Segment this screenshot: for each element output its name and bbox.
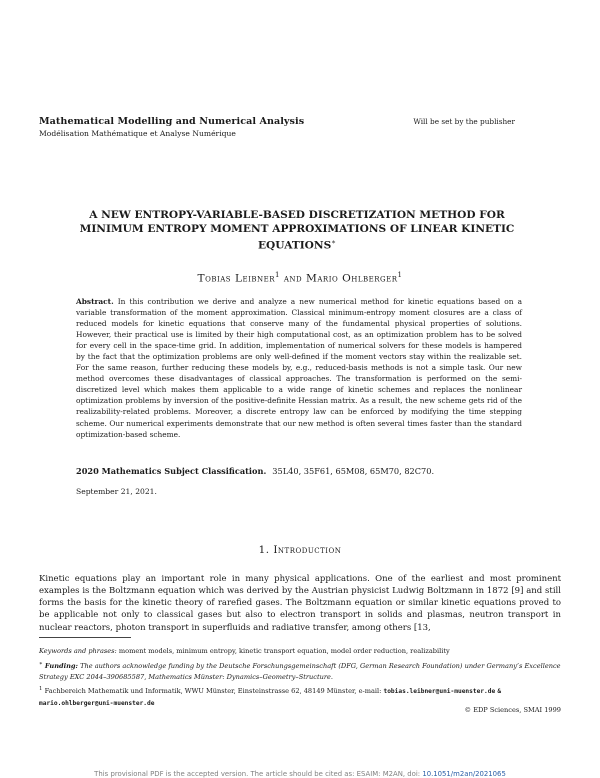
publisher-note: Will be set by the publisher [413, 117, 515, 126]
msc-classification [76, 466, 434, 476]
author-separator: and [283, 272, 303, 285]
paper-date: September 21, 2021. [76, 487, 157, 496]
copyright-notice: © EDP Sciences, SMAI 1999 [464, 706, 561, 714]
author-affiliation-mark: 1 [397, 271, 403, 279]
doi-link[interactable]: 10.1051/m2an/2021065 [422, 770, 506, 778]
footnotes [39, 646, 561, 712]
author-name: Tobias Leibner [197, 272, 276, 285]
author-list [0, 271, 600, 285]
author-name: Mario Ohlberger [306, 272, 398, 285]
email-link-leibner[interactable]: tobias.leibner@uni-muenster.de [383, 688, 496, 696]
funding-text: The authors acknowledge funding by the Deutsche Forschungsgemeinschaft (DFG, German Research Foundation) under Germany’s Excellence Strategy EXC 2044–390685587, Mathematics Münster: Dynamics–Geometry–Structure. [39, 662, 561, 681]
provisional-notice [0, 770, 600, 778]
title-footnote-mark: ∗ [331, 238, 337, 247]
section-heading [0, 544, 600, 556]
journal-subtitle: Modélisation Mathématique et Analyse Numérique [39, 129, 236, 138]
email-link-ohlberger[interactable]: mario.ohlberger@uni-muenster.de [39, 700, 155, 707]
paper-title [56, 209, 538, 253]
abstract-text: In this contribution we derive and analyze a new numerical method for kinetic equations based on a variable transformation of the moment approximation. Classical minimum-entropy moment closures are a class of reduced models for kinetic equations that conserve many of the fundamental physical properties of solutions. However, their practical use is limited by their high computational cost, as an optimization problem has to be solved for every cell in the space-time grid. In addition, implementation of numerical solvers for these models is hampered by the fact that the optimization problems are only well-defined if the moment vectors stay within the realizable set. For the same reason, further reducing these models by, e.g., reduced-basis methods is not a simple task. Our new method overcomes these disadvantages of classical approaches. The transformation is performed on the semi-discretized level which makes them applicable to a wide range of kinetic schemes and replaces the nonlinear optimization problems by inversion of the positive-definite Hessian matrix. As a result, the new scheme gets rid of the realizability-related problems. Moreover, a discrete entropy law can be enforced by modifying the time stepping scheme. Our numerical experiments demonstrate that our new method is often several times faster than the standard optimization-based scheme. [76, 297, 522, 439]
affiliation-mark: 1 [39, 686, 43, 693]
footnote-divider [39, 637, 131, 638]
msc-codes: 35L40, 35F61, 65M08, 65M70, 82C70. [272, 466, 435, 476]
funding-mark: ∗ [39, 660, 43, 667]
email-separator: & [497, 688, 502, 696]
journal-title: Mathematical Modelling and Numerical Analysis [39, 116, 305, 127]
funding-footnote [39, 659, 561, 682]
keywords-footnote [39, 646, 561, 656]
abstract-label: Abstract [76, 297, 112, 306]
author-affiliation-mark: 1 [275, 271, 280, 279]
introduction-paragraph: Kinetic equations play an important role in many physical applications. One of the earliest and most prominent examples is the Boltzmann equation which was derived by the Austrian physicist Ludwig Boltzmann in 1872 [9] and still forms the basis for the kinetic theory of rarefied gases. The Boltzmann equation or similar kinetic equations proved to be applicable not only to classical gases but also to electron transport in solids and plasmas, neutron transport in nuclear reactors, photon transport in superfluids and radiative transfer, among others [13, [39, 574, 561, 633]
keywords-text: moment models, minimum entropy, kinetic transport equation, model order reduction, realizability [118, 647, 450, 655]
funding-label: Funding: [44, 662, 78, 671]
section-title: Introduction [273, 544, 342, 556]
section-number: 1. [258, 544, 270, 556]
affiliation-text: Fachbereich Mathematik und Informatik, WWU Münster, Einsteinstrasse 62, 48149 Münster, e-mail: [44, 687, 382, 696]
keywords-label: Keywords and phrases: [39, 647, 117, 655]
abstract: Abstract. In this contribution we derive and analyze a new numerical method for kinetic equations based on a variable transformation of the moment approximation. Classical minimum-entropy moment closures are a class of reduced models for kinetic equations that conserve many of the fundamental physical properties of solutions. However, their practical use is limited by their high computational cost, as an optimization problem has to be solved for every cell in the space-time grid. In addition, implementation of numerical solvers for these models is hampered by the fact that the optimization problems are only well-defined if the moment vectors stay within the realizable set. For the same reason, further reducing these models by, e.g., reduced-basis methods is not a simple task. Our new method overcomes these disadvantages of classical approaches. The transformation is performed on the semi-discretized level which makes them applicable to a wide range of kinetic schemes and replaces the nonlinear optimization problems by inversion of the positive-definite Hessian matrix. As a result, the new scheme gets rid of the realizability-related problems. Moreover, a discrete entropy law can be enforced by modifying the time stepping scheme. Our numerical experiments demonstrate that our new method is often several times faster than the standard optimization-based scheme. [76, 297, 522, 439]
paper-title-text: A NEW ENTROPY-VARIABLE-BASED DISCRETIZATION METHOD FOR MINIMUM ENTROPY MOMENT APPROXIMATIONS OF LINEAR KINETIC EQUATIONS [79, 209, 515, 252]
provisional-text: This provisional PDF is the accepted version. The article should be cited as: ESAIM: M2AN, doi: [94, 770, 421, 778]
msc-label: 2020 Mathematics Subject Classification. [76, 466, 267, 476]
